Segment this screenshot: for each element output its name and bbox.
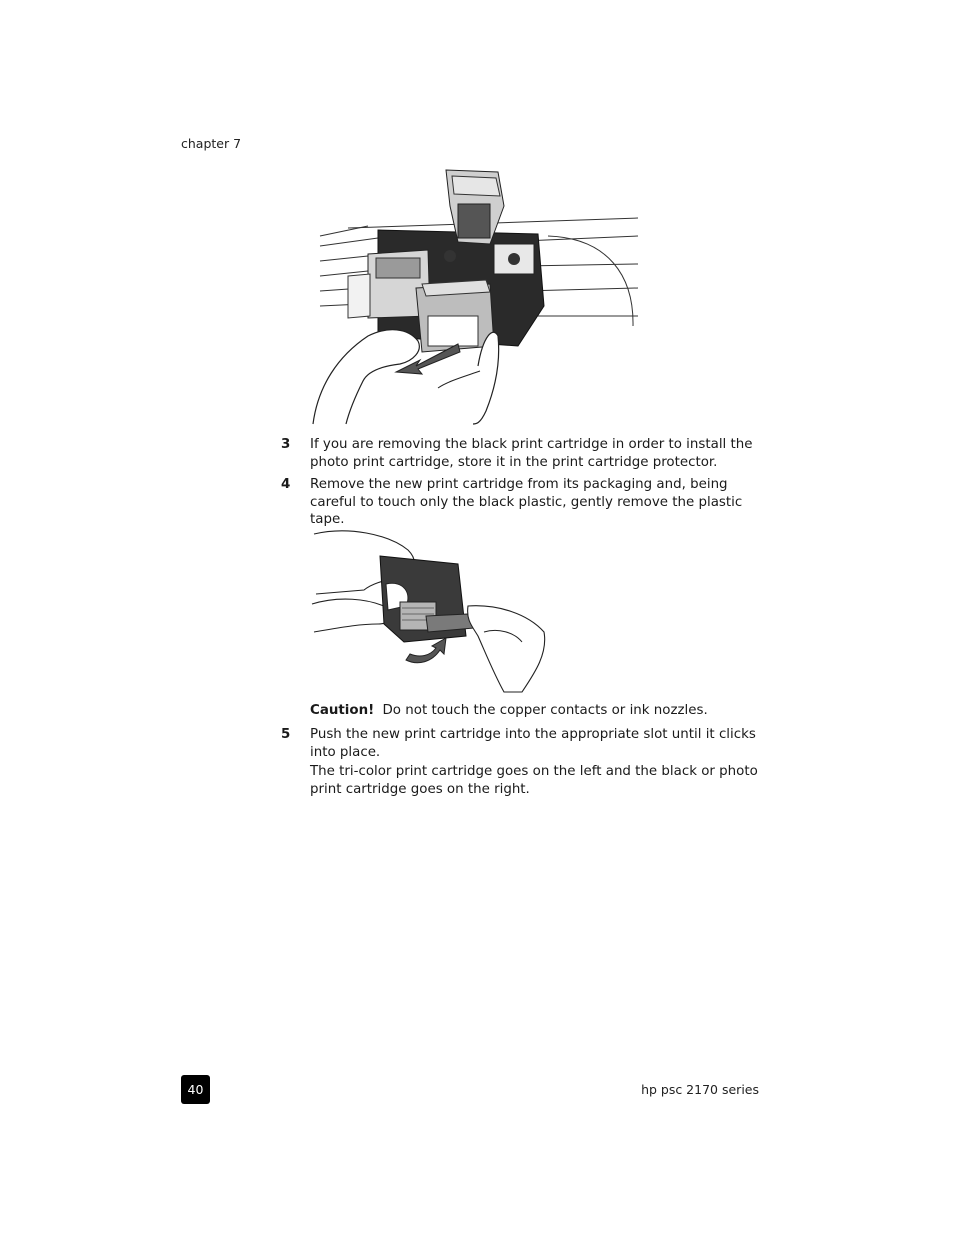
page-number: 40 bbox=[181, 1075, 210, 1104]
product-name: hp psc 2170 series bbox=[641, 1082, 759, 1097]
step-3 bbox=[281, 436, 761, 471]
step-text: Push the new print cartridge into the appropriate slot until it clicks into place. bbox=[310, 727, 756, 760]
caution-text: Do not touch the copper contacts or ink nozzles. bbox=[382, 703, 708, 718]
caution-label: Caution! bbox=[310, 703, 375, 718]
step-5-note: The tri-color print cartridge goes on the left and the black or photo print cartridge goes on the right. bbox=[310, 764, 758, 797]
caution-note bbox=[310, 702, 770, 720]
tape-removal-illustration bbox=[308, 524, 550, 696]
step-5 bbox=[281, 726, 761, 761]
step-text: If you are removing the black print cartridge in order to install the photo print cartridge, store it in the print cartridge protector. bbox=[310, 437, 753, 470]
chapter-label: chapter 7 bbox=[181, 136, 242, 151]
step-number: 4 bbox=[281, 477, 291, 492]
step-number: 3 bbox=[281, 437, 291, 452]
cartridge-removal-illustration bbox=[308, 166, 640, 426]
step-text: Remove the new print cartridge from its packaging and, being careful to touch only the black plastic, gently remove the plastic tape. bbox=[310, 477, 743, 527]
step-4 bbox=[281, 476, 761, 529]
step-number: 5 bbox=[281, 727, 291, 742]
